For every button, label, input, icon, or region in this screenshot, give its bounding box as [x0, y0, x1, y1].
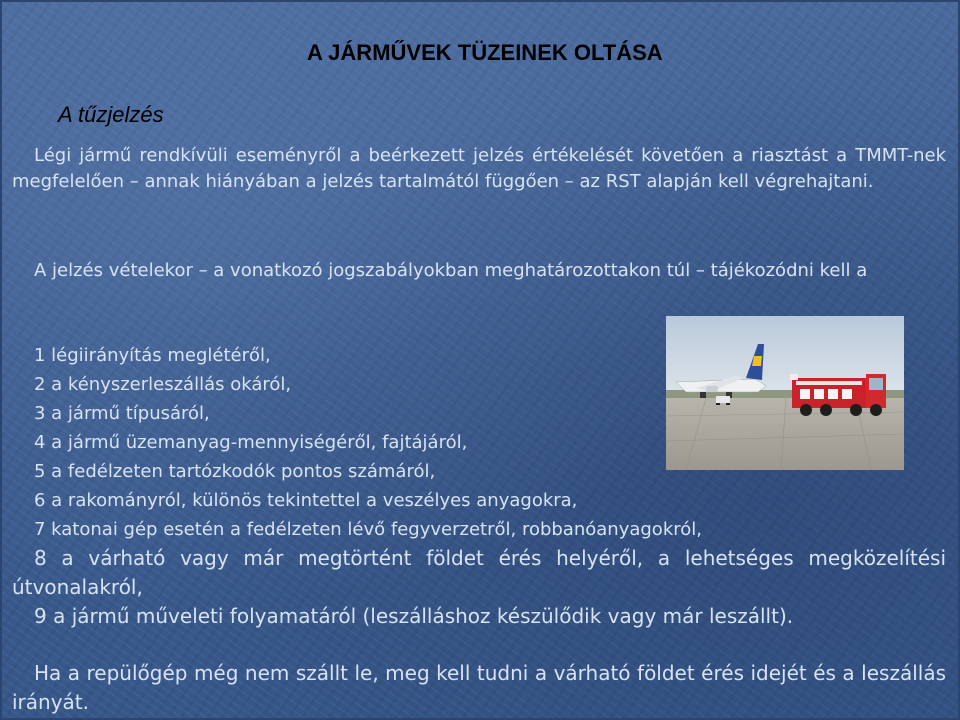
airport-fire-truck-photo	[666, 316, 904, 470]
closing-paragraph: Ha a repülőgép még nem szállt le, meg kell tudni a várható földet érés idejét és a leszállás irányát.	[12, 661, 946, 714]
list-item: 1 légiirányítás meglétéről,	[34, 345, 271, 366]
intro-paragraph: Légi jármű rendkívüli eseményről a beérkezett jelzés értékelését követően a riasztást a TMMT-nek megfelelően – annak hiányában a jelzés tartalmától függően – az RST alapján kell végrehajtani.	[12, 145, 946, 192]
slide-title: A JÁRMŰVEK TÜZEINEK OLTÁSA	[307, 40, 663, 65]
list-item: 7 katonai gép esetén a fedélzeten lévő fegyverzetről, robbanóanyagokról,	[34, 519, 702, 540]
info-paragraph: A jelzés vételekor – a vonatkozó jogszabályokban meghatározottakon túl – tájékozódni kell a	[34, 260, 868, 281]
list-item: 5 a fedélzeten tartózkodók pontos számáról,	[34, 461, 436, 482]
list-item: 8 a várható vagy már megtörtént földet érés helyéről, a lehetséges megközelítési útvonalakról,	[12, 546, 946, 599]
list-item: 6 a rakományról, különös tekintettel a veszélyes anyagokra,	[34, 490, 578, 511]
section-subtitle: A tűzjelzés	[58, 102, 164, 127]
list-item: 3 a jármű típusáról,	[34, 403, 210, 424]
list-item: 2 a kényszerleszállás okáról,	[34, 374, 292, 395]
list-item: 9 a jármű műveleti folyamatáról (leszálláshoz készülődik vagy már leszállt).	[34, 604, 794, 628]
list-item: 4 a jármű üzemanyag-mennyiségéről, fajtájáról,	[34, 432, 468, 453]
